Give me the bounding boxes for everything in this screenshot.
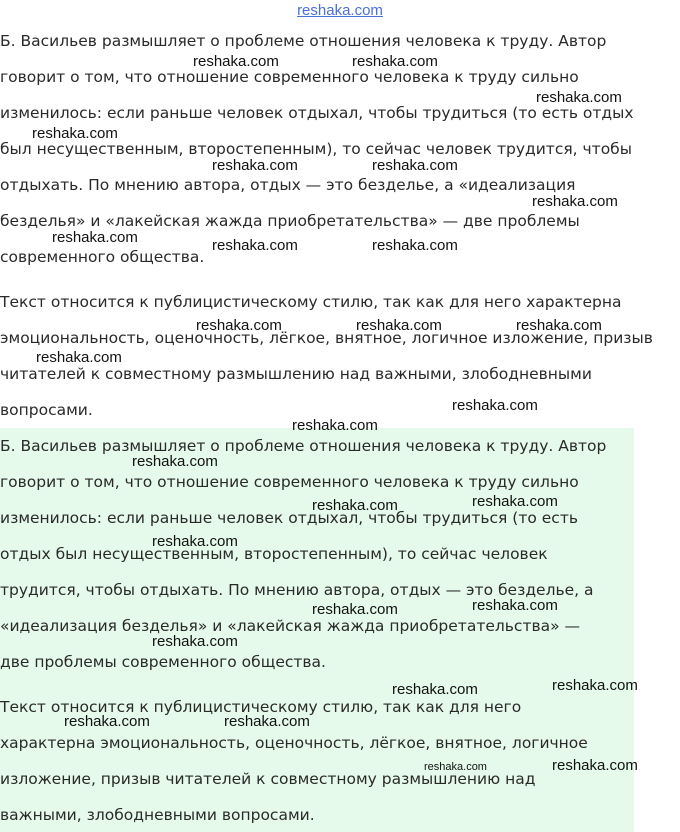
watermark: reshaka.com xyxy=(552,677,638,694)
answer-line: изложение, призыв читателей к совместному размышлению над xyxy=(0,770,536,788)
watermark: reshaka.com xyxy=(292,417,378,434)
watermark: reshaka.com xyxy=(532,193,618,210)
watermark: reshaka.com xyxy=(64,713,150,730)
summary-line: был несущественным, второстепенным), то сейчас человек трудится, чтобы xyxy=(0,140,632,158)
watermark: reshaka.com xyxy=(536,89,622,106)
watermark: reshaka.com xyxy=(152,533,238,550)
answer-line: отдых был несущественным, второстепенным), то сейчас человек xyxy=(0,545,548,563)
answer-line: две проблемы современного общества. xyxy=(0,653,326,671)
watermark: reshaka.com xyxy=(212,237,298,254)
watermark: reshaka.com xyxy=(452,397,538,414)
reshaka-site-link[interactable]: reshaka.com xyxy=(297,2,383,19)
answer-line: трудится, чтобы отдыхать. По мнению автора, отдых — это безделье, а xyxy=(0,581,594,599)
summary-line: отдыхать. По мнению автора, отдых — это безделье, а «идеализация xyxy=(0,176,576,194)
style-line: вопросами. xyxy=(0,401,93,419)
watermark: reshaka.com xyxy=(372,237,458,254)
watermark: reshaka.com xyxy=(132,453,218,470)
answer-line: характерна эмоциональность, оценочность, лёгкое, внятное, логичное xyxy=(0,734,588,752)
watermark: reshaka.com xyxy=(352,53,438,70)
watermark: reshaka.com xyxy=(472,493,558,510)
watermark: reshaka.com xyxy=(372,157,458,174)
watermark: reshaka.com xyxy=(472,597,558,614)
watermark: reshaka.com xyxy=(224,713,310,730)
summary-line: безделья» и «лакейская жажда приобретательства» — две проблемы xyxy=(0,212,580,230)
watermark: reshaka.com xyxy=(312,497,398,514)
style-line: Текст относится к публицистическому стилю, так как для него характерна xyxy=(0,293,622,311)
answer-line: Б. Васильев размышляет о проблеме отношения человека к труду. Автор xyxy=(0,437,607,455)
style-line: эмоциональность, оценочность, лёгкое, внятное, логичное изложение, призыв xyxy=(0,329,653,347)
watermark: reshaka.com xyxy=(32,125,118,142)
watermark: reshaka.com xyxy=(52,229,138,246)
answer-line: Текст относится к публицистическому стилю, так как для него xyxy=(0,698,522,716)
answer-line: важными, злободневными вопросами. xyxy=(0,806,315,824)
summary-line: изменилось: если раньше человек отдыхал, чтобы трудиться (то есть отдых xyxy=(0,104,634,122)
watermark: reshaka.com xyxy=(392,681,478,698)
watermark: reshaka.com xyxy=(36,349,122,366)
style-line: читателей к совместному размышлению над важными, злободневными xyxy=(0,365,592,383)
summary-line: Б. Васильев размышляет о проблеме отношения человека к труду. Автор xyxy=(0,32,607,50)
watermark: reshaka.com xyxy=(516,317,602,334)
watermark: reshaka.com xyxy=(193,53,279,70)
summary-line: современного общества. xyxy=(0,248,205,266)
watermark: reshaka.com xyxy=(312,601,398,618)
watermark: reshaka.com xyxy=(424,761,487,773)
watermark: reshaka.com xyxy=(212,157,298,174)
answer-line: говорит о том, что отношение современного человека к труду сильно xyxy=(0,473,579,491)
watermark: reshaka.com xyxy=(356,317,442,334)
answer-line: изменилось: если раньше человек отдыхал, чтобы трудиться (то есть xyxy=(0,509,578,527)
watermark: reshaka.com xyxy=(552,757,638,774)
summary-line: говорит о том, что отношение современного человека к труду сильно xyxy=(0,68,579,86)
watermark: reshaka.com xyxy=(152,633,238,650)
answer-line: «идеализация безделья» и «лакейская жажда приобретательства» — xyxy=(0,617,581,635)
watermark: reshaka.com xyxy=(196,317,282,334)
